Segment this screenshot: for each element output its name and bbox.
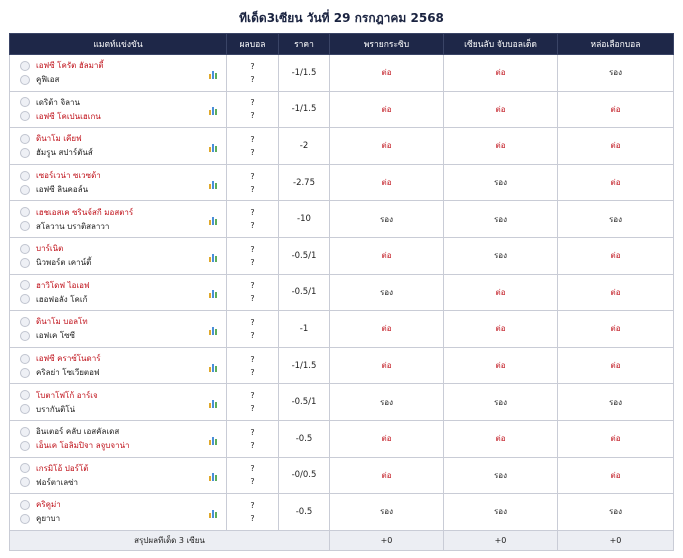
expert-1-tip: ต่อ (330, 347, 444, 384)
header-odds: ราคา (279, 34, 330, 55)
away-team[interactable] (20, 109, 220, 123)
home-score: ? (250, 61, 255, 71)
odds-cell: -1/1.5 (279, 91, 330, 128)
expert-2-tip: ต่อ (444, 347, 558, 384)
expert-3-tip: รอง (558, 55, 674, 92)
away-team[interactable] (20, 329, 220, 343)
away-team-logo-icon (20, 258, 30, 268)
away-team[interactable] (20, 402, 220, 416)
away-team-logo-icon (20, 404, 30, 414)
odds-cell: -2.75 (279, 164, 330, 201)
odds-cell: -0.5/1 (279, 274, 330, 311)
expert-2-tip: รอง (444, 237, 558, 274)
odds-cell: -10 (279, 201, 330, 238)
table-header-row (10, 34, 674, 55)
away-score: ? (250, 513, 255, 523)
away-team-name: เอ็นเค โอลิมปิจา ลจูบจาน่า (36, 441, 130, 451)
expert-3-tip: ต่อ (558, 164, 674, 201)
stats-chart-icon[interactable] (209, 510, 219, 518)
home-team[interactable] (20, 352, 220, 366)
expert-1-tip: ต่อ (330, 420, 444, 457)
expert-3-tip: ต่อ (558, 128, 674, 165)
away-score: ? (250, 294, 255, 304)
score-cell (227, 164, 279, 201)
home-score: ? (250, 244, 255, 254)
expert-3-tip: รอง (558, 494, 674, 531)
match-row (10, 457, 674, 494)
expert-1-tip: ต่อ (330, 311, 444, 348)
away-team-logo-icon (20, 221, 30, 231)
home-team-logo-icon (20, 280, 30, 290)
match-row (10, 201, 674, 238)
expert-1-tip: รอง (330, 201, 444, 238)
expert-2-tip: รอง (444, 457, 558, 494)
home-team[interactable] (20, 315, 220, 329)
away-score: ? (250, 404, 255, 414)
home-team-name: อินเตอร์ คลับ เอสคัลเดส (36, 427, 120, 437)
match-row (10, 237, 674, 274)
match-cell (10, 420, 227, 457)
home-score: ? (250, 134, 255, 144)
score-cell (227, 91, 279, 128)
away-team[interactable] (20, 183, 220, 197)
expert-2-tip: ต่อ (444, 55, 558, 92)
expert-2-tip: ต่อ (444, 128, 558, 165)
match-cell (10, 55, 227, 92)
home-team-logo-icon (20, 354, 30, 364)
stats-chart-icon[interactable] (209, 181, 219, 189)
away-score: ? (250, 74, 255, 84)
score-cell (227, 420, 279, 457)
home-team[interactable] (20, 95, 220, 109)
odds-cell: -0.5/1 (279, 237, 330, 274)
away-team-logo-icon (20, 185, 30, 195)
expert-1-tip: รอง (330, 274, 444, 311)
home-team-logo-icon (20, 97, 30, 107)
stats-chart-icon[interactable] (209, 364, 219, 372)
away-team-logo-icon (20, 441, 30, 451)
expert-3-tip: รอง (558, 201, 674, 238)
expert-1-tip: ต่อ (330, 128, 444, 165)
stats-chart-icon[interactable] (209, 144, 219, 152)
away-score: ? (250, 147, 255, 157)
table-body (10, 55, 674, 531)
home-team-name: ดินาโม บอลโท (36, 317, 88, 327)
home-team[interactable] (20, 278, 220, 292)
stats-chart-icon[interactable] (209, 400, 219, 408)
header-expert-1: พรายกระซิบ (330, 34, 444, 55)
stats-chart-icon[interactable] (209, 71, 219, 79)
home-team-logo-icon (20, 207, 30, 217)
home-team-logo-icon (20, 244, 30, 254)
match-cell (10, 164, 227, 201)
header-expert-3: หล่อเลือกบอล (558, 34, 674, 55)
home-score: ? (250, 208, 255, 218)
away-team[interactable] (20, 219, 220, 233)
odds-cell: -0.5 (279, 494, 330, 531)
home-team-logo-icon (20, 500, 30, 510)
summary-expert-3: +0 (558, 530, 674, 550)
away-score: ? (250, 440, 255, 450)
score-cell (227, 457, 279, 494)
home-team[interactable] (20, 242, 220, 256)
away-team[interactable] (20, 475, 220, 489)
score-cell (227, 237, 279, 274)
home-team[interactable] (20, 388, 220, 402)
match-row (10, 494, 674, 531)
match-row (10, 274, 674, 311)
tips-table (9, 33, 674, 551)
away-team-name: สโลวาน บราติสลาวา (36, 221, 110, 231)
away-score: ? (250, 257, 255, 267)
expert-1-tip: ต่อ (330, 164, 444, 201)
header-score: ผลบอล (227, 34, 279, 55)
home-team[interactable] (20, 461, 220, 475)
away-score: ? (250, 111, 255, 121)
home-team-name: ฮาวิโดฟ ไอเอฟ (36, 280, 90, 290)
home-team-logo-icon (20, 427, 30, 437)
home-team-name: เฮชเอสเค ซรินจ์สกี มอสตาร์ (36, 207, 134, 217)
home-score: ? (250, 317, 255, 327)
match-row (10, 164, 674, 201)
away-team-name: คูยาบา (36, 514, 61, 524)
match-row (10, 384, 674, 421)
away-team[interactable] (20, 439, 220, 453)
stats-chart-icon[interactable] (209, 473, 219, 481)
home-team-name: คริคูม่า (36, 500, 61, 510)
away-team-logo-icon (20, 514, 30, 524)
match-cell (10, 311, 227, 348)
expert-2-tip: รอง (444, 201, 558, 238)
page-title: ทีเด็ด3เซียน วันที่ 29 กรกฎาคม 2568 (239, 11, 444, 25)
away-team-name: เอฟเค โซซี (36, 331, 75, 341)
match-row (10, 420, 674, 457)
match-cell (10, 457, 227, 494)
away-team[interactable] (20, 73, 220, 87)
home-team-name: เอฟซี คราซ์โนดาร์ (36, 354, 101, 364)
home-team-name: ดินาโม เคียฟ (36, 134, 82, 144)
match-cell (10, 201, 227, 238)
away-team-logo-icon (20, 477, 30, 487)
match-cell (10, 237, 227, 274)
match-row (10, 347, 674, 384)
home-team[interactable] (20, 498, 220, 512)
expert-3-tip: รอง (558, 384, 674, 421)
match-cell (10, 274, 227, 311)
stats-chart-icon[interactable] (209, 217, 219, 225)
stats-chart-icon[interactable] (209, 327, 219, 335)
home-team-logo-icon (20, 390, 30, 400)
away-team-name: ฟอร์ตาเลซ่า (36, 477, 79, 487)
score-cell (227, 274, 279, 311)
expert-3-tip: ต่อ (558, 237, 674, 274)
summary-expert-1: +0 (330, 530, 444, 550)
home-team-name: เซอร์เวน่า ซเวซด้า (36, 171, 101, 181)
summary-row (10, 530, 674, 550)
away-team-name: ฮัมรูน สปาร์ตันส์ (36, 148, 93, 158)
expert-2-tip: รอง (444, 384, 558, 421)
match-row (10, 91, 674, 128)
home-team-logo-icon (20, 134, 30, 144)
match-cell (10, 347, 227, 384)
home-team-name: เดริต้า จิลาน (36, 97, 81, 107)
match-cell (10, 128, 227, 165)
away-team-name: เฮอฟอลัง โคเก้ (36, 294, 88, 304)
match-cell (10, 91, 227, 128)
expert-3-tip: ต่อ (558, 274, 674, 311)
home-team-logo-icon (20, 317, 30, 327)
home-score: ? (250, 354, 255, 364)
away-score: ? (250, 330, 255, 340)
home-team-logo-icon (20, 463, 30, 473)
header-match: แมตท์แข่งขัน (10, 34, 227, 55)
odds-cell: -0/0.5 (279, 457, 330, 494)
match-cell (10, 494, 227, 531)
match-row (10, 311, 674, 348)
expert-1-tip: รอง (330, 384, 444, 421)
odds-cell: -0.5 (279, 420, 330, 457)
away-score: ? (250, 184, 255, 194)
home-team-name: บาร์เนิต (36, 244, 64, 254)
match-cell (10, 384, 227, 421)
away-team-logo-icon (20, 148, 30, 158)
expert-1-tip: รอง (330, 494, 444, 531)
score-cell (227, 128, 279, 165)
odds-cell: -2 (279, 128, 330, 165)
away-team[interactable] (20, 256, 220, 270)
expert-3-tip: ต่อ (558, 311, 674, 348)
home-team[interactable] (20, 169, 220, 183)
expert-1-tip: ต่อ (330, 457, 444, 494)
odds-cell: -1 (279, 311, 330, 348)
odds-cell: -1/1.5 (279, 347, 330, 384)
away-team[interactable] (20, 366, 220, 380)
match-row (10, 128, 674, 165)
home-score: ? (250, 464, 255, 474)
away-team[interactable] (20, 292, 220, 306)
away-team[interactable] (20, 146, 220, 160)
home-team-logo-icon (20, 61, 30, 71)
score-cell (227, 201, 279, 238)
expert-2-tip: รอง (444, 164, 558, 201)
expert-1-tip: ต่อ (330, 237, 444, 274)
away-team-name: คูฟิเอส (36, 75, 60, 85)
away-team-logo-icon (20, 111, 30, 121)
home-team-logo-icon (20, 171, 30, 181)
odds-cell: -1/1.5 (279, 55, 330, 92)
away-team-logo-icon (20, 294, 30, 304)
expert-2-tip: ต่อ (444, 91, 558, 128)
away-team-name: คริลย่า โซเวียตอฟ (36, 368, 100, 378)
home-team[interactable] (20, 59, 220, 73)
home-score: ? (250, 427, 255, 437)
home-team-name: โบตาโฟโก้ อาร์เจ (36, 390, 98, 400)
score-cell (227, 384, 279, 421)
header-expert-2: เซียนลับ จับบอลเด็ด (444, 34, 558, 55)
stats-chart-icon[interactable] (209, 107, 219, 115)
away-team-name: เอฟซี โคเปนเฮเกน (36, 111, 101, 121)
expert-1-tip: ต่อ (330, 55, 444, 92)
match-row (10, 55, 674, 92)
away-team-logo-icon (20, 75, 30, 85)
expert-3-tip: ต่อ (558, 347, 674, 384)
score-cell (227, 311, 279, 348)
home-team-name: เกรมิโอ้ ปอร์โต้ (36, 463, 89, 473)
away-score: ? (250, 221, 255, 231)
away-score: ? (250, 477, 255, 487)
away-score: ? (250, 367, 255, 377)
score-cell (227, 55, 279, 92)
stats-chart-icon[interactable] (209, 437, 219, 445)
away-team-name: นิวพอร์ต เคาน์ตี้ (36, 258, 92, 268)
away-team-name: เอฟซี ลินคอล์น (36, 185, 89, 195)
home-score: ? (250, 391, 255, 401)
home-score: ? (250, 98, 255, 108)
home-team[interactable] (20, 425, 220, 439)
summary-expert-2: +0 (444, 530, 558, 550)
expert-2-tip: รอง (444, 494, 558, 531)
expert-2-tip: ต่อ (444, 274, 558, 311)
expert-1-tip: ต่อ (330, 91, 444, 128)
away-team[interactable] (20, 512, 220, 526)
home-team-name: เอฟซี โครัต ฮัลมาตี้ (36, 61, 104, 71)
stats-chart-icon[interactable] (209, 290, 219, 298)
home-score: ? (250, 171, 255, 181)
away-team-logo-icon (20, 331, 30, 341)
stats-chart-icon[interactable] (209, 254, 219, 262)
score-cell (227, 347, 279, 384)
home-score: ? (250, 281, 255, 291)
summary-label: สรุปผลทีเด็ด 3 เซียน (10, 530, 330, 550)
home-score: ? (250, 500, 255, 510)
score-cell (227, 494, 279, 531)
away-team-name: บรากันติโน่ (36, 404, 76, 414)
expert-2-tip: ต่อ (444, 311, 558, 348)
expert-3-tip: ต่อ (558, 420, 674, 457)
home-team[interactable] (20, 132, 220, 146)
away-team-logo-icon (20, 368, 30, 378)
expert-3-tip: ต่อ (558, 91, 674, 128)
expert-2-tip: ต่อ (444, 420, 558, 457)
home-team[interactable] (20, 205, 220, 219)
expert-3-tip: ต่อ (558, 457, 674, 494)
odds-cell: -0.5/1 (279, 384, 330, 421)
